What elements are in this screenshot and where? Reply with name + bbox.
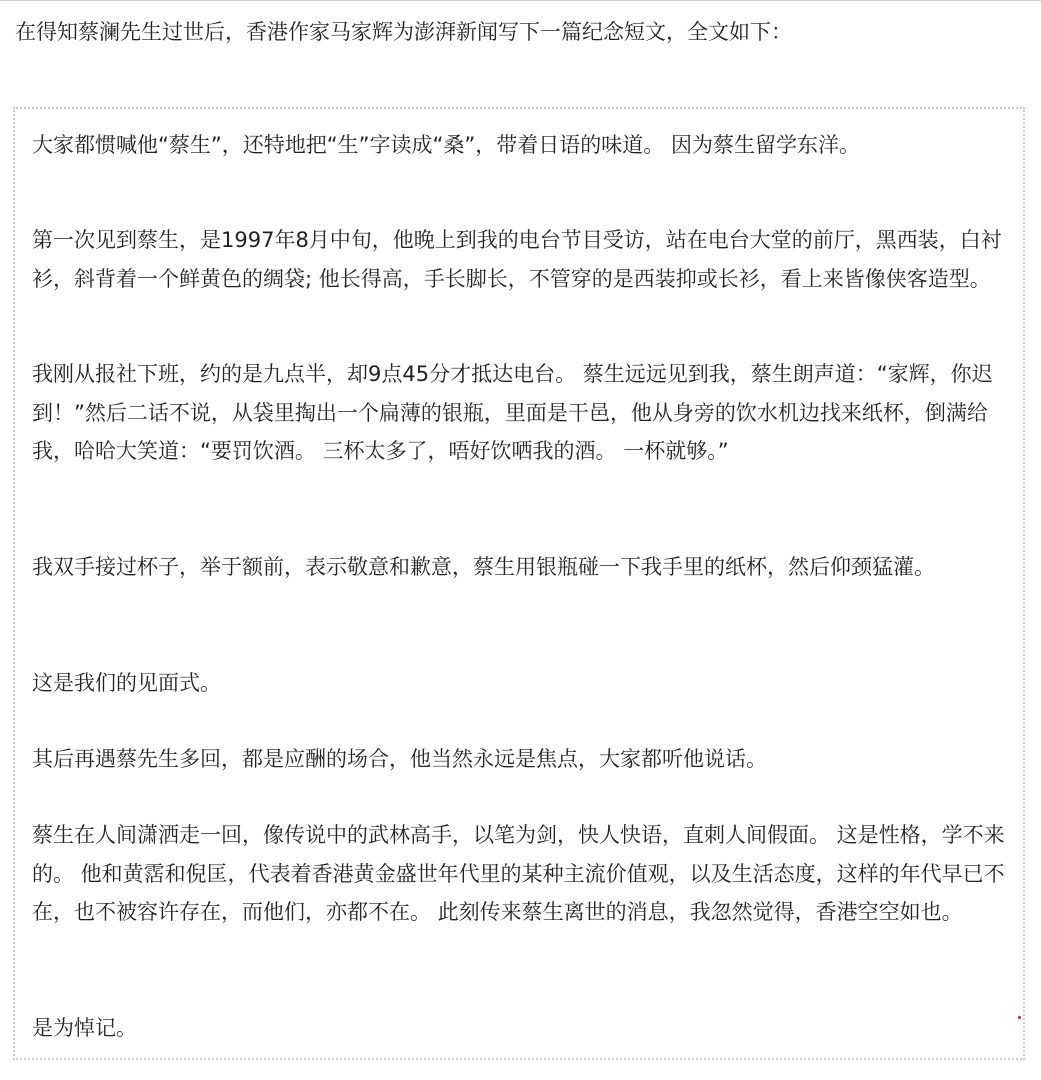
intro-text: 在得知蔡澜先生过世后，香港作家马家辉为澎湃新闻写下一篇纪念短文，全文如下： [15, 20, 792, 44]
quote-paragraph-3: 我刚从报社下班，约的是九点半，却9点45分才抵达电台。 蔡生远远见到我，蔡生朗声道：“家辉，你迟到！”然后二话不说，从袋里掏出一个扁薄的银瓶，里面是干邑，他从身旁的饮水机边找来纸杯，倒满给我，哈哈大笑道：“要罚饮酒。 三杯太多了，唔好饮哂我的酒。 一杯就够。” [32, 362, 993, 463]
top-divider [0, 0, 1041, 1]
quote-paragraph-8: 是为悼记。 [32, 1016, 137, 1040]
quote-paragraph-5: 这是我们的见面式。 [32, 671, 221, 695]
quote-paragraph-6: 其后再遇蔡先生多回，都是应酬的场合，他当然永远是焦点，大家都听他说话。 [32, 747, 767, 771]
quote-paragraph-7: 蔡生在人间潇洒走一回，像传说中的武林高手，以笔为剑，快人快语，直刺人间假面。 这是性格，学不来的。 他和黄霑和倪匡，代表着香港黄金盛世年代里的某种主流价值观，以及生活态度，这样的年代早已不在，也不被容许存在，而他们，亦都不在。 此刻传来蔡生离世的消息，我忽然觉得，香港空空如也。 [32, 823, 1005, 924]
quote-paragraph-2: 第一次见到蔡生，是1997年8月中旬，他晚上到我的电台节目受访，站在电台大堂的前厅，黑西装，白衬衫，斜背着一个鲜黄色的绸袋; 他长得高，手长脚长，不管穿的是西装抑或长衫，看上来皆像侠客造型。 [32, 228, 1002, 291]
quote-paragraph-1: 大家都惯喊他“蔡生”，还特地把“生”字读成“桑”，带着日语的味道。 因为蔡生留学东洋。 [32, 133, 860, 157]
corner-dot-mark [1018, 1016, 1021, 1019]
quote-paragraph-4: 我双手接过杯子，举于额前，表示敬意和歉意，蔡生用银瓶碰一下我手里的纸杯，然后仰颈猛灌。 [32, 555, 935, 579]
